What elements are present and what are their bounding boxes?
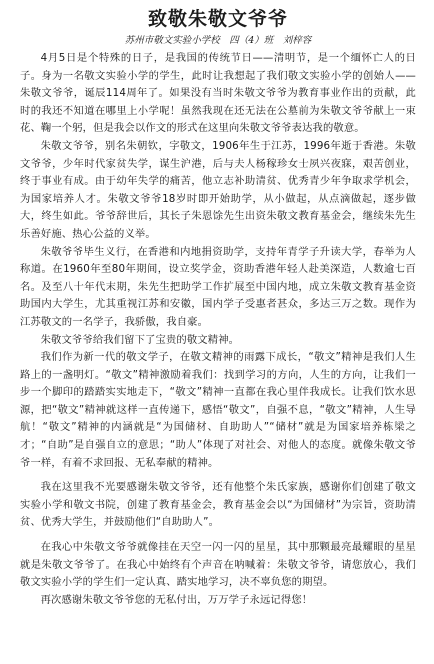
paragraph-closing: 再次感谢朱敬文爷爷您的无私付出，万万学子永远记得您！: [40, 593, 313, 606]
paragraph-legacy: 朱敬文爷爷给我们留下了宝贵的敬文精神。: [40, 333, 240, 346]
author-byline: 苏州市敬文实验小学校 四（4）班 刘梓容: [124, 35, 312, 46]
paragraph-spirit: 我们作为新一代的敬文学子，在敬文精神的雨露下成长，“敬文”精神是我们人生路上的一盏明灯。“敬文”精神激励着我们：找到学习的方向，人生的方向，让我们一步一个脚印的踏踏实实地走下，“敬文”精神一直都在我心里伴我成长。让我们饮水思源，把“敬文”精神就这样一直传递下，感悟“敬文”，自强不息，“敬文”精神，人生导航！“敬文”精神的内涵就是“为国储材、自助助人”“储材”就是为国家培养栋梁之才；“自助”是自强自立的意思；“助人”体现了对社会、对他人的态度。就像朱敬文爷爷一样，有着不求回报、无私奉献的精神。: [20, 351, 416, 469]
document-title: 致敬朱敬文爷爷: [147, 8, 288, 30]
paragraph-intro: 4月5日是个特殊的日子，是我国的传统节日——清明节，是一个缅怀亡人的日子。身为一名敬文实验小学的学生，此时让我想起了我们敬文实验小学的创始人——朱敬文爷爷，诞辰114周年了。如果没有当时朱敬文爷爷为教育事业作出的贡献，此时的我还不知道在哪里上小学呢！虽然我现在还无法在公墓前为朱敬文爷爷献上一束花、鞠一个躬，但是我会以作文的形式在这里向朱敬文爷爷表达我的敬意。: [20, 52, 416, 135]
paragraph-star: 在我心中朱敬文爷爷就像挂在天空一闪一闪的星星，其中那颗最亮最耀眼的星星就是朱敬文爷爷了。在我心中始终有个声音在呐喊着：朱敬文爷爷，请您放心，我们敬文实验小学的学生们一定认真、踏实地学习，决不辜负您的期望。: [20, 541, 416, 589]
paragraph-biography: 朱敬文爷爷，别名朱朝钦，字敬文，1906年生于江苏，1996年逝于香港。朱敬文爷爷，少年时代家贫失学，谋生沪港，后与夫人杨稼珍女士夙兴夜寐，艰苦创业，终于事业有成。由于幼年失学的痛苦，他立志补助清贫、优秀青少年争取求学机会，为国家培养人才。朱敬文爷爷18岁时即开始助学，从小做起，从点滴做起，逐步做大，终生如此。爷爷辞世后，其长子朱恩馀先生出资朱敬文教育基金会，继续朱先生乐善好施、热心公益的义举。: [20, 139, 416, 240]
paragraph-philanthropy: 朱敬爷爷毕生义行，在香港和内地捐资助学，支持年青学子升读大学，春举为人称道。在1960年至80年期间，设立奖学金，资助香港年轻人赴美深造，人数逾七百名。及至八十年代末期，朱先生把助学工作扩展至中国内地，成立朱敬文教育基金资助国内大学生，尤其重视江苏和安徽，国内学子受惠者甚众，多达三万之数。现作为江苏敬文的一名学子，我骄傲，我自豪。: [20, 245, 416, 328]
paragraph-gratitude: 我在这里我不光要感谢朱敬文爷爷，还有他整个朱氏家族，感谢你们创建了敬文实验小学和敬文书院，创建了教育基金会，教育基金会以“为国储材”为宗旨，资助清贫、优秀大学生，并鼓励他们“自助助人”。: [20, 481, 416, 529]
